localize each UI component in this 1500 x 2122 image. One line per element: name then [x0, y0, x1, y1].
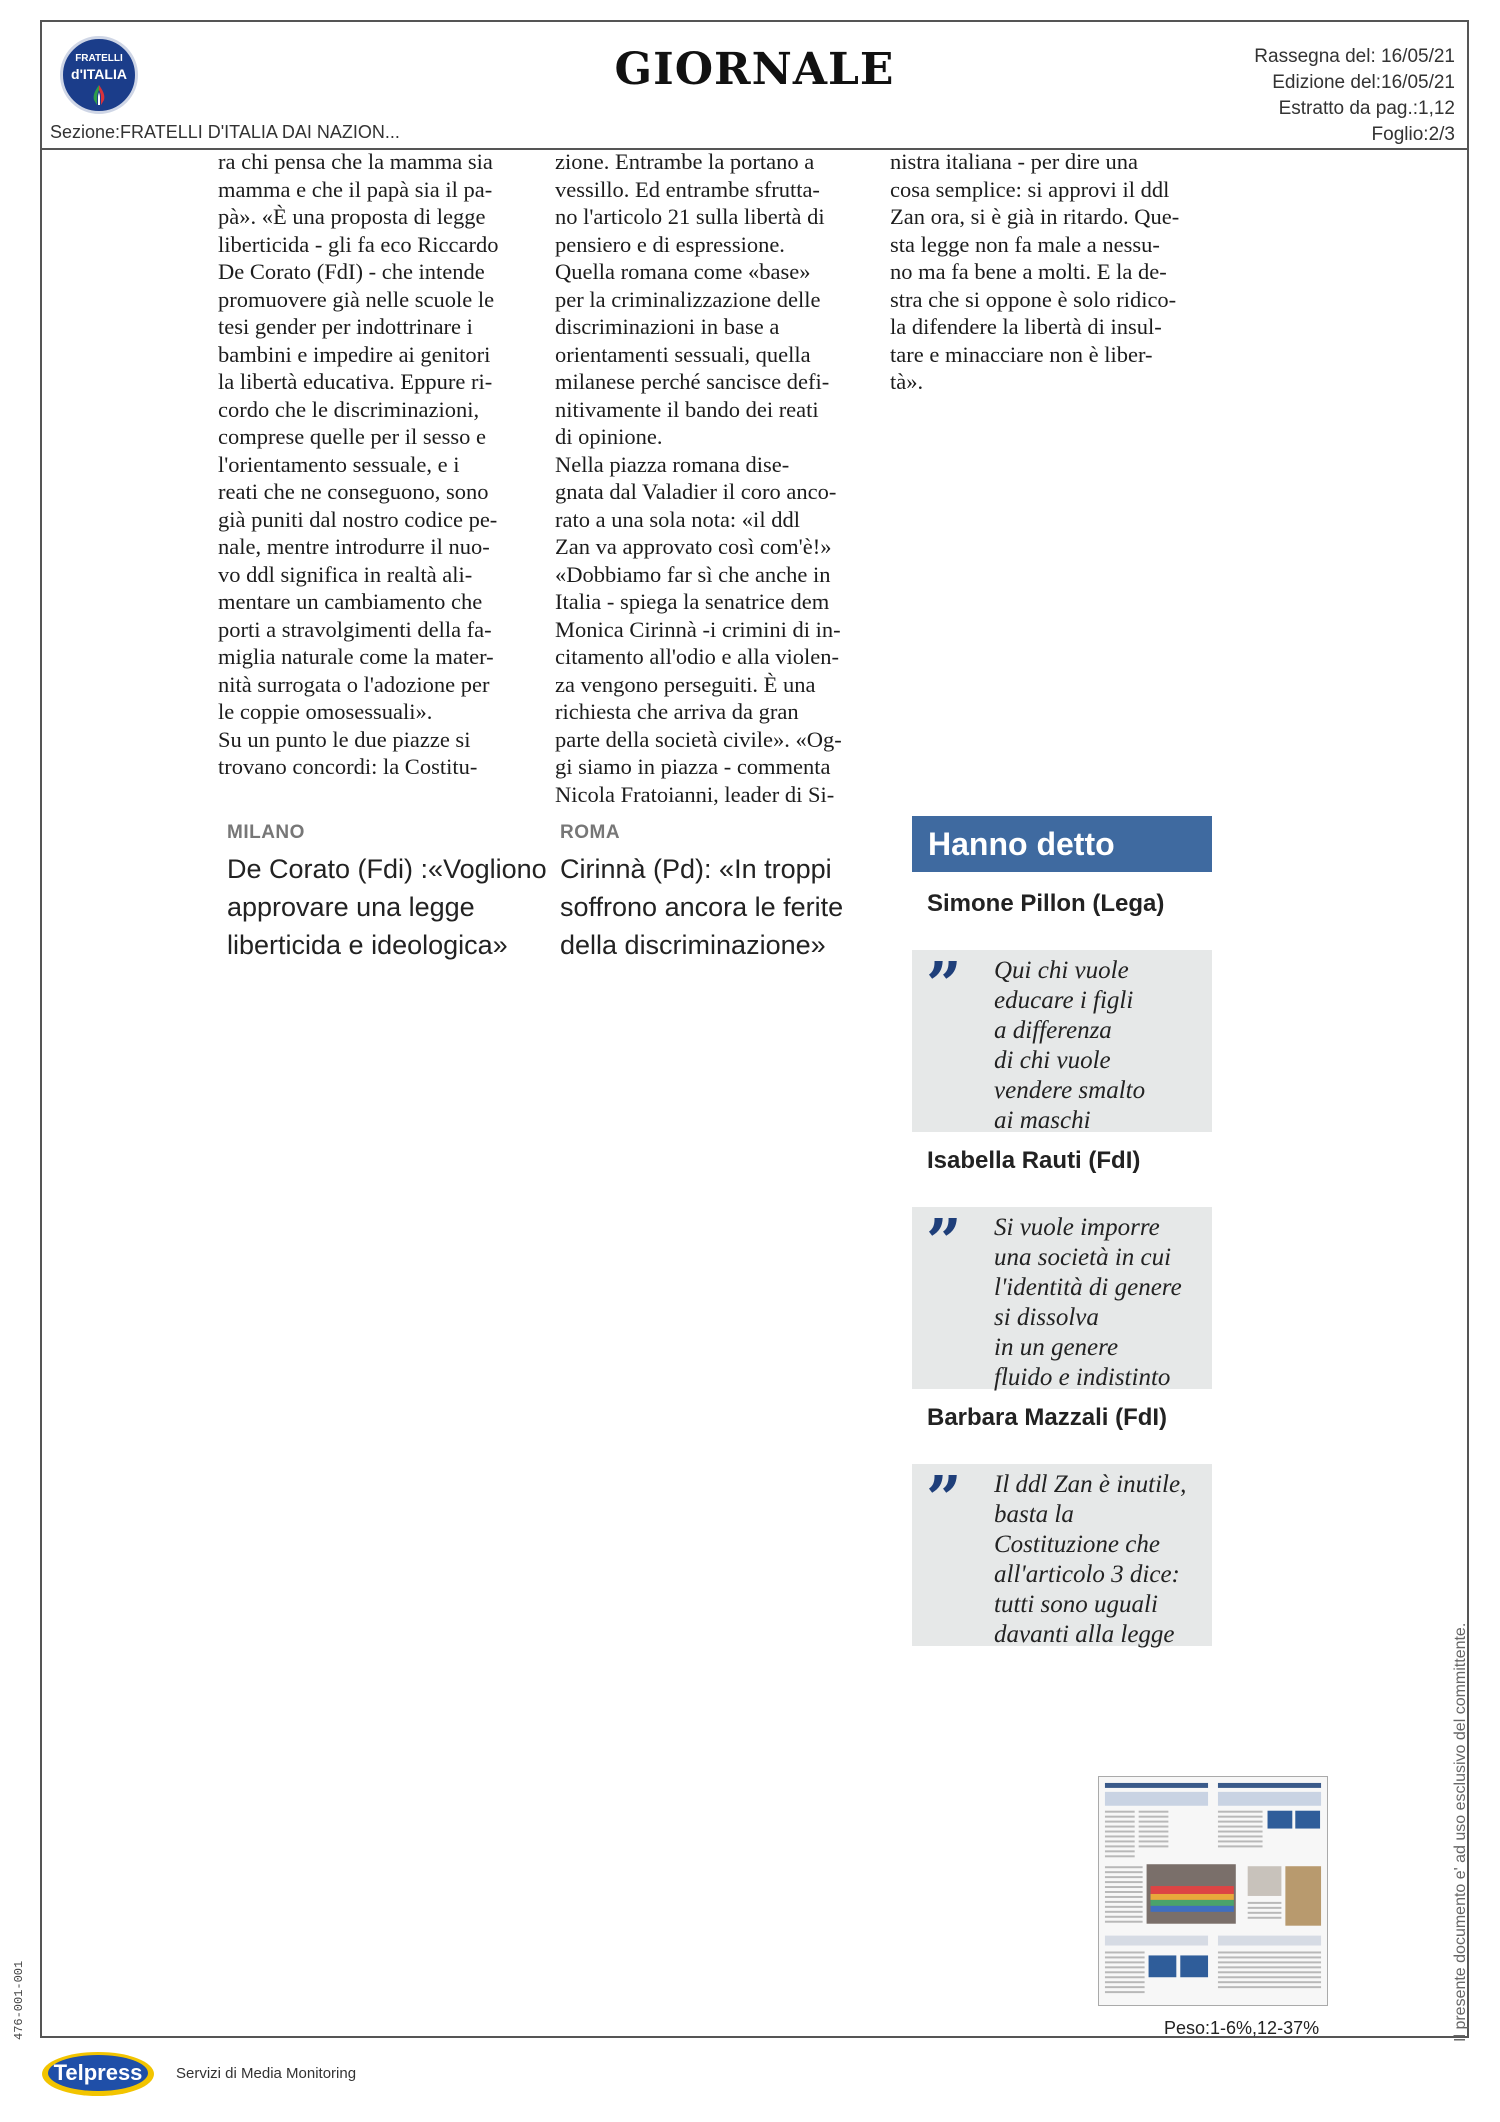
rassegna-date: Rassegna del: 16/05/21 — [1254, 46, 1455, 67]
subhead-roma — [560, 822, 880, 964]
usage-side-note: Il presente documento e' ad uso esclusivo del committente. — [1452, 1622, 1469, 2042]
subhead-title: De Corato (Fdi) :«Vogliono approvare una legge liberticida e ideologica» — [227, 854, 547, 960]
quote-box — [912, 1207, 1212, 1389]
subhead-milano — [227, 822, 547, 964]
estratto-pages: Estratto da pag.:1,12 — [1278, 98, 1455, 119]
quote-text: Si vuole imporre una società in cui l'identità di genere si dissolva in un genere fluido e indistinto — [994, 1214, 1182, 1391]
telpress-logo — [38, 2046, 158, 2100]
subhead-city: MILANO — [227, 822, 305, 843]
quote-text: Qui chi vuole educare i figli a differenza di chi vuole vendere smalto ai maschi — [994, 957, 1146, 1134]
subhead-city: ROMA — [560, 822, 621, 843]
article-column-1: ra chi pensa che la mamma sia mamma e che il papà sia il pa- pà». «È una proposta di legge liberticida - gli fa eco Riccardo De Corato (FdI) - che intende promuovere già nelle scuole le tesi gender per indottrinare i bambini e impedire ai genitori la libertà educativa. Eppure ri- cordo che le discriminazioni, comprese quelle per il sesso e l'orientamento sessuale, e i reati che ne conseguono, sono già puniti dal nostro codice pe- nale, mentre introdurre il nuo- vo ddl significa in realtà ali- mentare un cambiamento che porti a stravolgimenti della fa- miglia naturale come la mater- nità surrogata o l'adozione per le coppie omosessuali». Su un punto le due piazze si trovano concordi: la Costitu- — [218, 149, 499, 779]
foglio-page: Foglio:2/3 — [1371, 124, 1455, 145]
subhead-title: Cirinnà (Pd): «In troppi soffrono ancora le ferite della discriminazione» — [560, 854, 844, 960]
telpress-brand: Telpress — [53, 2060, 143, 2085]
peso-label: Peso:1-6%,12-37% — [1164, 2018, 1320, 2038]
quote-box — [912, 950, 1212, 1132]
servizi-label: Servizi di Media Monitoring — [176, 2065, 357, 2082]
clipping-metadata — [1254, 44, 1455, 148]
section-label: Sezione:FRATELLI D'ITALIA DAI NAZION... — [50, 122, 400, 142]
clipping-header — [42, 22, 1467, 150]
quote-box — [912, 1464, 1212, 1646]
quote-text: Il ddl Zan è inutile, basta la Costituzione che all'articolo 3 dice: tutti sono uguali davanti alla legge — [994, 1471, 1187, 1648]
page-thumbnail — [1098, 1776, 1328, 2006]
quote-speaker: Simone Pillon (Lega) — [927, 890, 1165, 917]
document-code: 476-001-001 — [12, 1960, 26, 2040]
quote-mark-icon: ” — [926, 1462, 962, 1535]
quote-speaker: Isabella Rauti (FdI) — [927, 1147, 1141, 1174]
article-column-2: zione. Entrambe la portano a vessillo. Ed entrambe sfrutta- no l'articolo 21 sulla libertà di pensiero e di espressione. Quella romana come «base» per la criminalizzazione delle discriminazioni in base a orientamenti sessuali, quella milanese perché sancisce defi- nitivamente il bando dei reati di opinione. Nella piazza romana dise- gnata dal Valadier il coro anco- rato a una sola nota: «il ddl Zan va approvato così com'è!» «Dobbiamo far sì che anche in Italia - spiega la senatrice dem Monica Cirinnà -i crimini di in- citamento all'odio e alla violen- za vengono perseguiti. È una richiesta che arriva da gran parte della società civile». «Og- gi siamo in piazza - commenta Nicola Fratoianni, leader di Si- — [555, 149, 842, 807]
newspaper-masthead: GIORNALE — [614, 44, 895, 95]
article-column-3: nistra italiana - per dire una cosa semplice: si approvi il ddl Zan ora, si è già in ritardo. Que- sta legge non fa male a nessu- no ma fa bene a molti. E la de- stra che si oppone è solo ridico- la difendere la libertà di insul- tare e minacciare non è liber- tà». — [890, 149, 1180, 394]
quote-mark-icon: ” — [926, 1205, 962, 1278]
edizione-date: Edizione del:16/05/21 — [1272, 72, 1455, 93]
quote-speaker: Barbara Mazzali (FdI) — [927, 1404, 1168, 1431]
fratelli-ditalia-logo: FRATELLI d'ITALIA — [60, 36, 138, 114]
quote-mark-icon: ” — [926, 948, 962, 1021]
hanno-detto-title: Hanno detto — [912, 816, 1212, 872]
